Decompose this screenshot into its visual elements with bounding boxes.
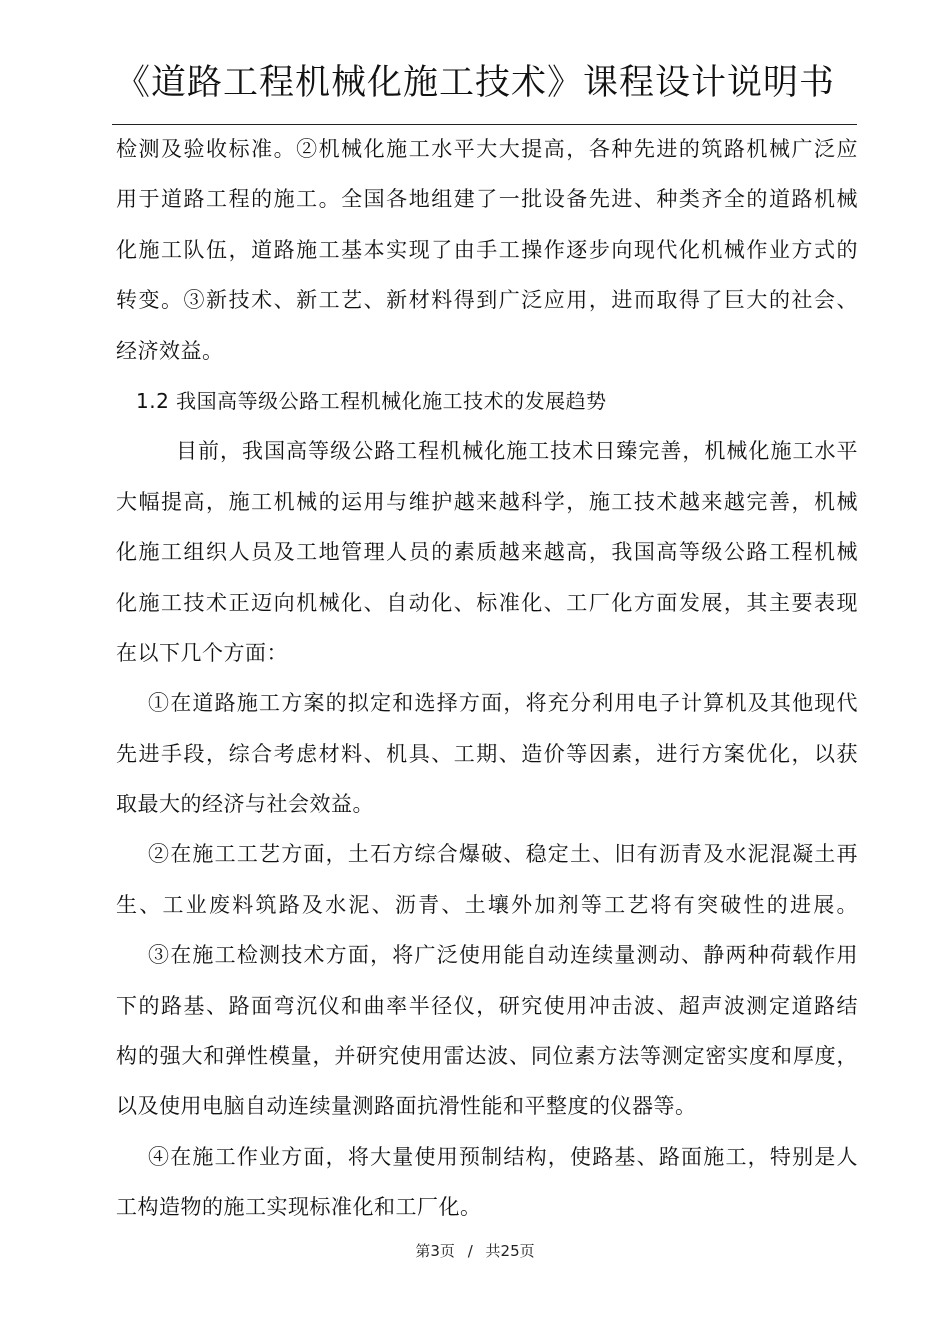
page-footer — [0, 1240, 950, 1261]
page-total: 共25页 — [485, 1242, 535, 1260]
text-line: 用于道路工程的施工。全国各地组建了一批设备先进、种类齐全的道路机械 — [116, 187, 858, 212]
list-item: ③在施工检测技术方面，将广泛使用能自动连续量测动、静两种荷载作用 — [148, 943, 858, 968]
text-line: 经济效益。 — [116, 338, 224, 363]
text-line: 先进手段，综合考虑材料、机具、工期、造价等因素，进行方案优化，以获 — [116, 741, 858, 766]
text-line: 在以下几个方面： — [116, 640, 288, 665]
list-item: ②在施工工艺方面，土石方综合爆破、稳定土、旧有沥青及水泥混凝土再 — [148, 842, 858, 867]
list-item: ①在道路施工方案的拟定和选择方面，将充分利用电子计算机及其他现代 — [148, 691, 858, 716]
text-line: 取最大的经济与社会效益。 — [116, 792, 374, 817]
text-line: 目前，我国高等级公路工程机械化施工技术日臻完善，机械化施工水平 — [176, 439, 858, 464]
page-title: 《道路工程机械化施工技术》课程设计说明书 — [114, 63, 835, 103]
text-line: 转变。③新技术、新工艺、新材料得到广泛应用，进而取得了巨大的社会、 — [116, 288, 858, 313]
text-line: 化施工队伍，道路施工基本实现了由手工操作逐步向现代化机械作业方式的 — [116, 237, 858, 262]
text-line: 化施工组织人员及工地管理人员的素质越来越高，我国高等级公路工程机械 — [116, 540, 858, 565]
page-number: 第3页 — [415, 1242, 455, 1260]
text-line: 化施工技术正迈向机械化、自动化、标准化、工厂化方面发展，其主要表现 — [116, 590, 858, 615]
text-line: 下的路基、路面弯沉仪和曲率半径仪，研究使用冲击波、超声波测定道路结 — [116, 993, 858, 1018]
document-body — [116, 124, 858, 1233]
text-line: 生、工业废料筑路及水泥、沥青、土壤外加剂等工艺将有突破性的进展。 — [116, 892, 858, 917]
text-line: 以及使用电脑自动连续量测路面抗滑性能和平整度的仪器等。 — [116, 1094, 697, 1119]
text-line: 构的强大和弹性模量，并研究使用雷达波、同位素方法等测定密实度和厚度， — [116, 1044, 858, 1069]
page-separator: / — [467, 1242, 473, 1260]
text-line: 大幅提高，施工机械的运用与维护越来越科学，施工技术越来越完善，机械 — [116, 489, 858, 514]
section-heading: 1.2 我国高等级公路工程机械化施工技术的发展趋势 — [136, 388, 607, 413]
list-item: ④在施工作业方面，将大量使用预制结构，使路基、路面施工，特别是人 — [148, 1144, 858, 1169]
text-line: 工构造物的施工实现标准化和工厂化。 — [116, 1195, 482, 1220]
text-line: 检测及验收标准。②机械化施工水平大大提高，各种先进的筑路机械广泛应 — [116, 137, 858, 161]
